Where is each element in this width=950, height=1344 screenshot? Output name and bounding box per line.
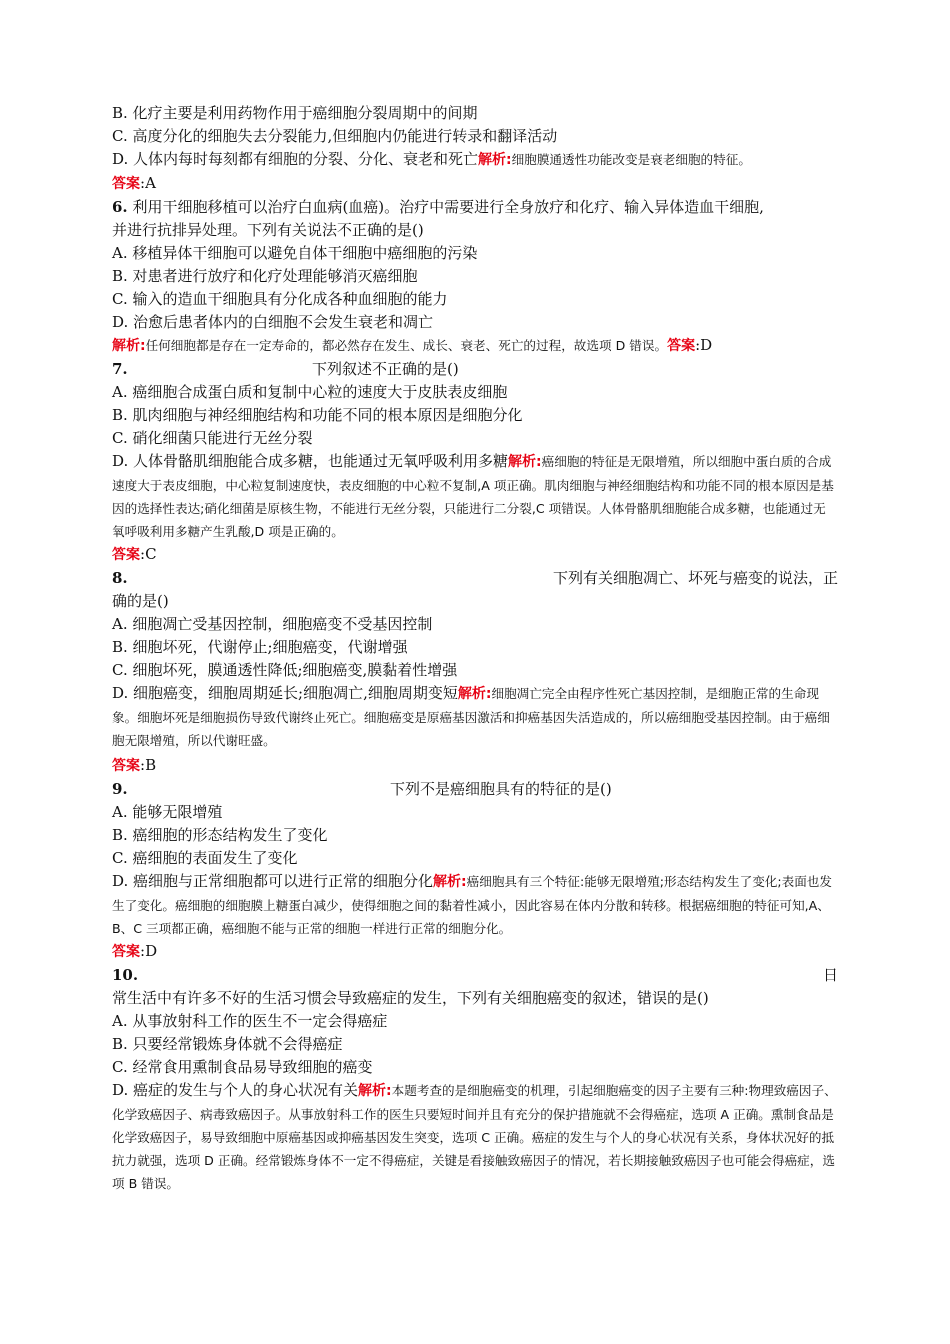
q6-analysis: 任何细胞都是存在一定寿命的，都必然存在发生、成长、衰老、死亡的过程，故选项 D 错误。 (145, 338, 668, 353)
q8-stem: 8. 下列有关细胞凋亡、坏死与癌变的说法，正 (112, 567, 838, 590)
q7-option-d: D. 人体骨骼肌细胞能合成多糖，也能通过无氧呼吸利用多糖 (112, 452, 509, 470)
q9-option-d: D. 癌细胞与正常细胞都可以进行正常的细胞分化 (112, 872, 434, 890)
q9-option-d-with-analysis: D. 癌细胞与正常细胞都可以进行正常的细胞分化解析:癌细胞具有三个特征:能够无限增殖;形态结构发生了变化;表面也发生了变化。癌细胞的细胞膜上糖蛋白减少，使得细胞之间的黏着性减小，因此容易在体内分散和转移。根据癌细胞的特征可知,A、B、C 三项都正确，癌细胞不能与正常的细胞一样进行正常的细胞分化。 (112, 872, 832, 936)
q6-number: 6. (112, 198, 128, 216)
analysis-label: 解析 (358, 1083, 387, 1099)
q6-option-a: A. 移植异体干细胞可以避免自体干细胞中癌细胞的污染 (112, 244, 478, 262)
q7-stem: 7. 下列叙述不正确的是() (112, 358, 838, 381)
q5-option-b: B. 化疗主要是利用药物作用于癌细胞分裂周期中的间期 (112, 104, 478, 122)
answer-label: 答案 (667, 338, 696, 354)
q10-stem-cont: 常生活中有许多不好的生活习惯会导致癌症的发生，下列有关细胞癌变的叙述，错误的是() (112, 989, 709, 1007)
q7-option-d-with-analysis: D. 人体骨骼肌细胞能合成多糖，也能通过无氧呼吸利用多糖解析:癌细胞的特征是无限增殖，所以细胞中蛋白质的合成速度大于表皮细胞，中心粒复制速度快，表皮细胞的中心粒不复制,A 项正确。肌肉细胞与神经细胞结构和功能不同的根本原因是基因的选择性表达;硝化细菌是原核生物，不能进行无丝分裂，只能进行二分裂,C 项错误。人体骨骼肌细胞能合成多糖，也能通过无氧呼吸利用多糖产生乳酸,D 项是正确的。 (112, 452, 834, 539)
q10-option-c: C. 经常食用熏制食品易导致细胞的癌变 (112, 1058, 373, 1076)
analysis-label: 解析 (433, 874, 462, 890)
analysis-label: 解析 (508, 454, 537, 470)
answer-label: 答案 (112, 944, 140, 960)
q9-number: 9. (112, 780, 128, 798)
q10-analysis: 本题考查的是细胞癌变的机理，引起细胞癌变的因子主要有三种:物理致癌因子、化学致癌因子、病毒致癌因子。从事放射科工作的医生只要短时间并且有充分的保护措施就不会得癌症，选项 A 正确。熏制食品是化学致癌因子，易导致细胞中原癌基因或抑癌基因发生突变，选项 C 正确。癌症的发生与个人的身心状况有关系，身体状况好的抵抗力就强，选项 D 正确。经常锻炼身体不一定不得癌症，关键是看接触致癌因子的情况，若长期接触致癌因子也可能会得癌症，选项 B 错误。 (112, 1083, 837, 1191)
q10-stem: 10. 日 (112, 964, 838, 987)
q8-option-d-with-analysis: D. 细胞癌变，细胞周期延长;细胞凋亡,细胞周期变短解析:细胞凋亡完全由程序性死亡基因控制，是细胞正常的生命现象。细胞坏死是细胞损伤导致代谢终止死亡。细胞癌变是原癌基因激活和抑癌基因失活造成的，所以癌细胞受基因控制。由于癌细胞无限增殖，所以代谢旺盛。 (112, 684, 830, 748)
answer-label: 答案 (112, 176, 140, 192)
q8-option-c: C. 细胞坏死，膜通透性降低;细胞癌变,膜黏着性增强 (112, 661, 458, 679)
q8-option-d: D. 细胞癌变，细胞周期延长;细胞凋亡,细胞周期变短 (112, 684, 458, 702)
q7-option-b: B. 肌肉细胞与神经细胞结构和功能不同的根本原因是细胞分化 (112, 406, 523, 424)
q8-number: 8. (112, 569, 128, 587)
q8-answer: 答案:B (112, 756, 157, 774)
q9-stem: 9. 下列不是癌细胞具有的特征的是() (112, 778, 838, 801)
q9-answer: 答案:D (112, 942, 158, 960)
q8-option-a: A. 细胞凋亡受基因控制，细胞癌变不受基因控制 (112, 615, 433, 633)
q6-answer: D (700, 336, 713, 354)
q9-analysis: 癌细胞具有三个特征:能够无限增殖;形态结构发生了变化;表面也发生了变化。癌细胞的细胞膜上糖蛋白减少，使得细胞之间的黏着性减小，因此容易在体内分散和转移。根据癌细胞的特征可知,A、B、C 三项都正确，癌细胞不能与正常的细胞一样进行正常的细胞分化。 (112, 874, 832, 936)
q8-stem-cont: 确的是() (112, 592, 169, 610)
q9-option-c: C. 癌细胞的表面发生了变化 (112, 849, 298, 867)
q5-option-c: C. 高度分化的细胞失去分裂能力,但细胞内仍能进行转录和翻译活动 (112, 127, 558, 145)
q9-option-b: B. 癌细胞的形态结构发生了变化 (112, 826, 328, 844)
analysis-label: 解析 (112, 338, 140, 354)
q6-stem-cont: 并进行抗排异处理。下列有关说法不正确的是() (112, 221, 424, 239)
q10-number: 10. (112, 966, 139, 984)
q5-answer: 答案:A (112, 174, 156, 192)
q6-stem: 6. 利用干细胞移植可以治疗白血病(血癌)。治疗中需要进行全身放疗和化疗、输入异体造血干细胞, (112, 196, 838, 219)
q7-answer: 答案:C (112, 545, 157, 563)
q8-analysis: 细胞凋亡完全由程序性死亡基因控制，是细胞正常的生命现象。细胞坏死是细胞损伤导致代谢终止死亡。细胞癌变是原癌基因激活和抑癌基因失活造成的，所以癌细胞受基因控制。由于癌细胞无限增殖，所以代谢旺盛。 (112, 686, 830, 748)
q6-option-d: D. 治愈后患者体内的白细胞不会发生衰老和凋亡 (112, 313, 434, 331)
q5-analysis: 细胞膜通透性功能改变是衰老细胞的特征。 (511, 152, 751, 167)
q7-number: 7. (112, 360, 128, 378)
q8-option-b: B. 细胞坏死，代谢停止;细胞癌变，代谢增强 (112, 638, 408, 656)
q10-option-d-with-analysis: D. 癌症的发生与个人的身心状况有关解析:本题考查的是细胞癌变的机理，引起细胞癌变的因子主要有三种:物理致癌因子、化学致癌因子、病毒致癌因子。从事放射科工作的医生只要短时间并且有充分的保护措施就不会得癌症，选项 A 正确。熏制食品是化学致癌因子，易导致细胞中原癌基因或抑癌基因发生突变，选项 C 正确。癌症的发生与个人的身心状况有关系，身体状况好的抵抗力就强，选项 D 正确。经常锻炼身体不一定不得癌症，关键是看接触致癌因子的情况，若长期接触致癌因子也可能会得癌症，选项 B 错误。 (112, 1081, 837, 1191)
q7-analysis: 癌细胞的特征是无限增殖，所以细胞中蛋白质的合成速度大于表皮细胞，中心粒复制速度快，表皮细胞的中心粒不复制,A 项正确。肌肉细胞与神经细胞结构和功能不同的根本原因是基因的选择性表达;硝化细菌是原核生物，不能进行无丝分裂，只能进行二分裂,C 项错误。人体骨骼肌细胞能合成多糖，也能通过无氧呼吸利用多糖产生乳酸,D 项是正确的。 (112, 454, 834, 539)
q10-option-b: B. 只要经常锻炼身体就不会得癌症 (112, 1035, 343, 1053)
analysis-label: 解析 (478, 152, 507, 168)
q5-option-d-with-analysis: D. 人体内每时每刻都有细胞的分裂、分化、衰老和死亡解析:细胞膜通透性功能改变是衰老细胞的特征。 (112, 150, 751, 168)
q10-option-d: D. 癌症的发生与个人的身心状况有关 (112, 1081, 359, 1099)
q6-option-b: B. 对患者进行放疗和化疗处理能够消灭癌细胞 (112, 267, 418, 285)
q6-option-c: C. 输入的造血干细胞具有分化成各种血细胞的能力 (112, 290, 448, 308)
answer-label: 答案 (112, 758, 140, 774)
q5-option-d: D. 人体内每时每刻都有细胞的分裂、分化、衰老和死亡 (112, 150, 479, 168)
q6-analysis-row: 解析:任何细胞都是存在一定寿命的，都必然存在发生、成长、衰老、死亡的过程，故选项 D 错误。答案:D (112, 336, 713, 354)
document-page (112, 102, 838, 1195)
q7-option-c: C. 硝化细菌只能进行无丝分裂 (112, 429, 313, 447)
q7-option-a: A. 癌细胞合成蛋白质和复制中心粒的速度大于皮肤表皮细胞 (112, 383, 508, 401)
analysis-label: 解析 (457, 686, 486, 702)
q9-option-a: A. 能够无限增殖 (112, 803, 223, 821)
q10-option-a: A. 从事放射科工作的医生不一定会得癌症 (112, 1012, 388, 1030)
answer-label: 答案 (112, 547, 140, 563)
